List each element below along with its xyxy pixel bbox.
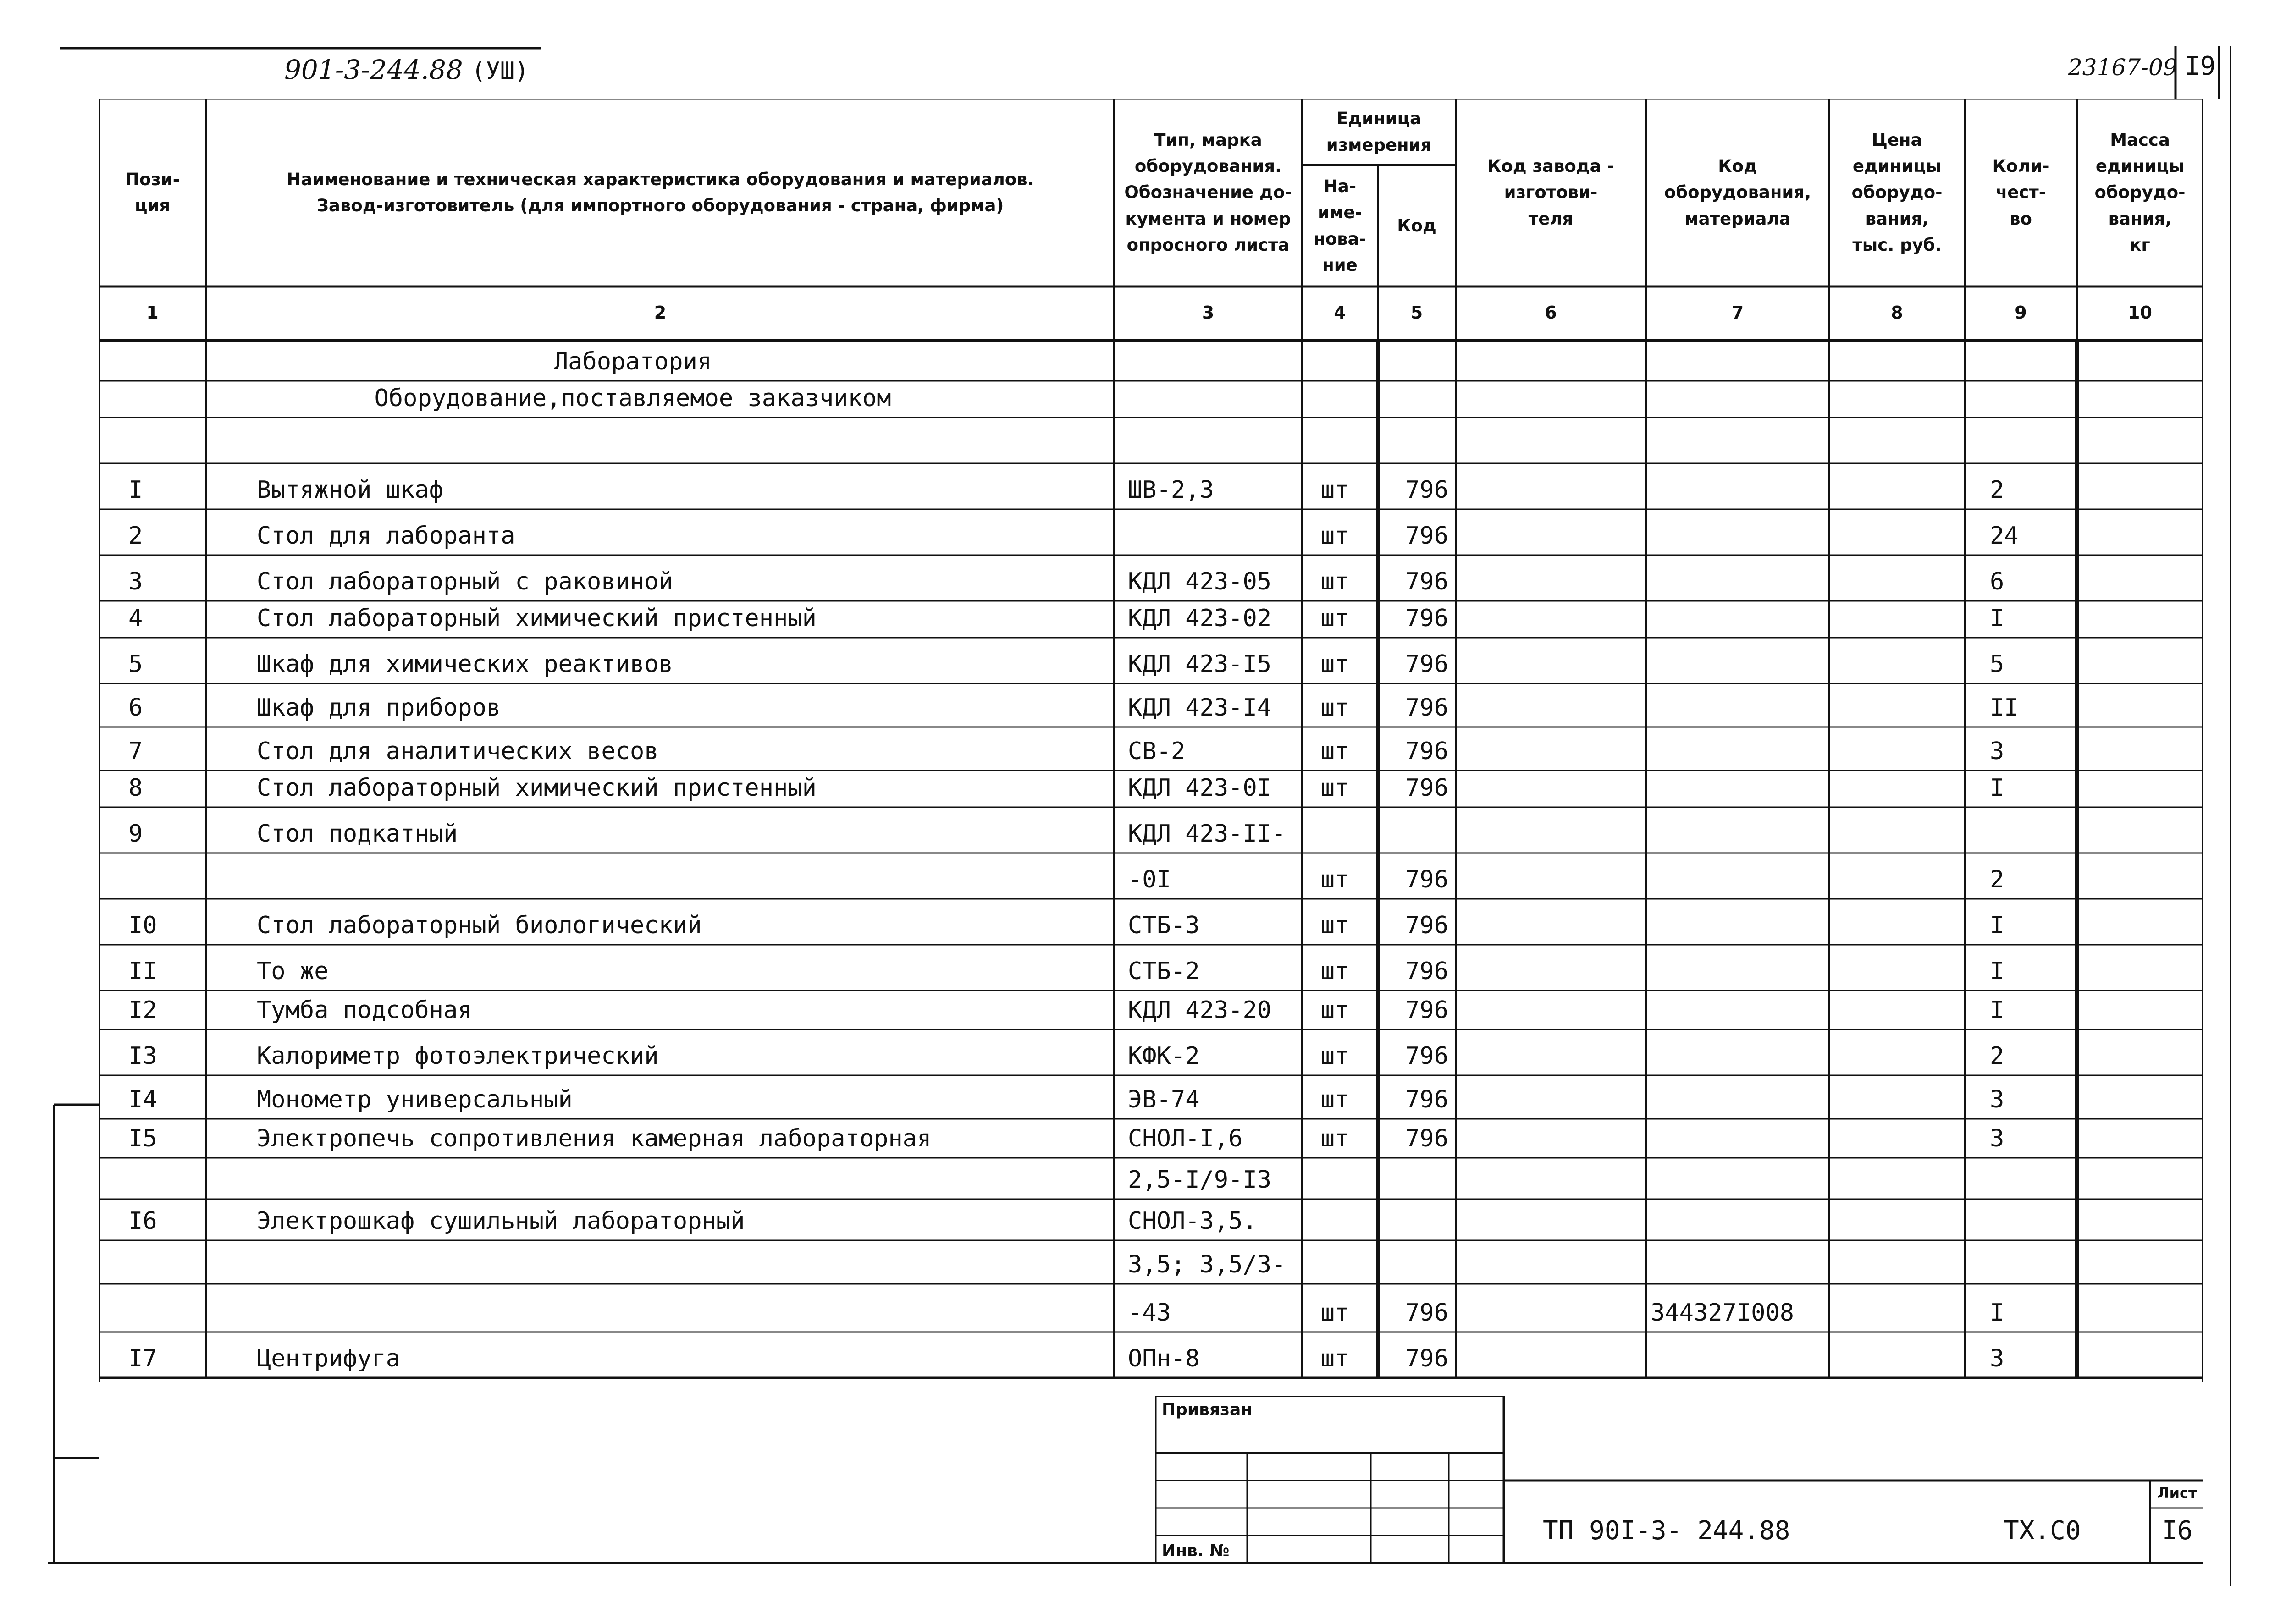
column-number: 3 — [1202, 303, 1215, 323]
cell-unit-code: 796 — [1405, 1086, 1448, 1113]
cell-unit-name: шт — [1320, 1345, 1349, 1372]
col-header-type: Тип, марка оборудования. Обозначение до- кумента и номер опросного листа — [1124, 130, 1292, 255]
cell-unit-name: шт — [1320, 866, 1349, 893]
cell-unit-name: шт — [1320, 1125, 1349, 1152]
cell-position: I3 — [128, 1042, 157, 1070]
cell-type: КФК-2 — [1128, 1042, 1200, 1070]
cell-unit-name: шт — [1320, 694, 1349, 721]
cell-type: СВ-2 — [1128, 738, 1186, 765]
cell-unit-code: 796 — [1405, 694, 1448, 721]
cell-quantity: 3 — [1990, 1086, 2004, 1113]
cell-type: ШВ-2,3 — [1128, 476, 1214, 504]
cell-quantity: 3 — [1990, 1125, 2004, 1152]
cell-name: Центрифуга — [257, 1345, 401, 1372]
cell-unit-name: шт — [1320, 650, 1349, 678]
cell-unit-name: шт — [1320, 912, 1349, 939]
inventory-number: 23167-09 — [2068, 54, 2178, 81]
cell-unit-code: 796 — [1405, 1042, 1448, 1070]
cell-type: 3,5; 3,5/3- — [1128, 1251, 1286, 1278]
cell-unit-code: 796 — [1405, 568, 1448, 595]
cell-unit-code: 796 — [1405, 958, 1448, 985]
title-block — [1155, 1396, 2203, 1563]
cell-name: Стол для лаборанта — [257, 522, 515, 550]
doc-suffix-text: (УШ) — [471, 57, 529, 85]
cell-position: 3 — [128, 568, 143, 595]
cell-name: Стол лабораторный химический пристенный — [257, 605, 817, 632]
column-number: 7 — [1731, 303, 1744, 323]
cell-unit-code: 796 — [1405, 605, 1448, 632]
cell-unit-name: шт — [1320, 958, 1349, 985]
cell-unit-code: 796 — [1405, 1125, 1448, 1152]
cell-name: Стол лабораторный биологический — [257, 912, 702, 939]
column-number: 9 — [2015, 303, 2027, 323]
cell-unit-code: 796 — [1405, 996, 1448, 1024]
cell-unit-name: шт — [1320, 774, 1349, 802]
cell-quantity: I — [1990, 958, 2004, 985]
inventory-label: Инв. № — [1162, 1541, 1230, 1560]
col-header-position: Пози- ция — [125, 169, 180, 215]
cell-position: I2 — [128, 996, 157, 1024]
col-header-unit-code: Код — [1397, 215, 1436, 236]
cell-position: II — [128, 958, 157, 985]
cell-unit-code: 796 — [1405, 912, 1448, 939]
cell-type: КДЛ 423-I4 — [1128, 694, 1272, 721]
cell-position: 5 — [128, 650, 143, 678]
cell-position: I4 — [128, 1086, 157, 1113]
cell-type: КДЛ 423-0I — [1128, 774, 1272, 802]
cell-position: I7 — [128, 1345, 157, 1372]
cell-quantity: 6 — [1990, 568, 2004, 595]
cell-name: Вытяжной шкаф — [257, 476, 443, 504]
project-designation: ТП 90I-3- 244.88 — [1543, 1516, 1790, 1546]
cell-name: Шкаф для химических реактивов — [257, 650, 673, 678]
cell-name: Стол для аналитических весов — [257, 738, 659, 765]
column-number: 5 — [1410, 303, 1423, 323]
cell-quantity: I — [1990, 774, 2004, 802]
cell-name: Калориметр фотоэлектрический — [257, 1042, 659, 1070]
column-number: 6 — [1545, 303, 1557, 323]
cell-quantity: 5 — [1990, 650, 2004, 678]
cell-unit-name: шт — [1320, 476, 1349, 504]
cell-unit-name: шт — [1320, 1086, 1349, 1113]
col-header-equipment-code: Код оборудования, материала — [1664, 156, 1811, 229]
sheet-page-number: I9 — [2185, 51, 2216, 81]
doc-code-text: 901-3-244.88 — [284, 54, 463, 85]
cell-type: ЭВ-74 — [1128, 1086, 1200, 1113]
cell-name: Электропечь сопротивления камерная лабораторная — [257, 1125, 932, 1152]
col-header-price: Цена единицы оборудо- вания, тыс. руб. — [1851, 130, 1943, 255]
cell-quantity: I — [1990, 605, 2004, 632]
cell-name: Стол лабораторный с раковиной — [257, 568, 673, 595]
cell-position: I0 — [128, 912, 157, 939]
cell-name: То же — [257, 958, 329, 985]
sheet-number: I6 — [2162, 1516, 2193, 1546]
cell-quantity: 2 — [1990, 1042, 2004, 1070]
cell-quantity: 2 — [1990, 476, 2004, 504]
col-header-unit-group: Единица измерения — [1326, 109, 1432, 155]
cell-position: I5 — [128, 1125, 157, 1152]
bound-label: Привязан — [1162, 1400, 1253, 1419]
cell-unit-name: шт — [1320, 522, 1349, 550]
cell-unit-code: 796 — [1405, 738, 1448, 765]
cell-position: 8 — [128, 774, 143, 802]
cell-position: 7 — [128, 738, 143, 765]
cell-unit-name: шт — [1320, 1299, 1349, 1327]
col-header-unit-name: На- име- нова- ние — [1314, 176, 1366, 275]
set-code: ТХ.С0 — [2004, 1516, 2081, 1546]
cell-name: Тумба подсобная — [257, 996, 472, 1024]
specification-table — [99, 99, 2203, 1382]
cell-type: КДЛ 423-I5 — [1128, 650, 1272, 678]
col-header-name: Наименование и техническая характеристика оборудования и материалов. Завод-изготовитель (для импортного оборудования - страна, фирма) — [287, 169, 1034, 215]
cell-position: 6 — [128, 694, 143, 721]
cell-unit-code: 796 — [1405, 650, 1448, 678]
cell-name: Стол подкатный — [257, 820, 458, 848]
cell-unit-name: шт — [1320, 1042, 1349, 1070]
cell-unit-code: 796 — [1405, 1345, 1448, 1372]
cell-quantity: I — [1990, 1299, 2004, 1327]
column-number: 2 — [654, 303, 667, 323]
cell-quantity: 2 — [1990, 866, 2004, 893]
cell-quantity: 3 — [1990, 738, 2004, 765]
cell-quantity: 24 — [1990, 522, 2019, 550]
cell-type: -43 — [1128, 1299, 1171, 1327]
cell-unit-name: шт — [1320, 568, 1349, 595]
cell-type: 2,5-I/9-I3 — [1128, 1166, 1272, 1194]
cell-position: I — [128, 476, 143, 504]
cell-type: СТБ-3 — [1128, 912, 1200, 939]
col-header-quantity: Коли- чест- во — [1992, 156, 2049, 229]
cell-unit-name: шт — [1320, 738, 1349, 765]
cell-unit-code: 796 — [1405, 522, 1448, 550]
cell-type: КДЛ 423-II- — [1128, 820, 1286, 848]
sheet-label: Лист — [2157, 1484, 2197, 1502]
cell-unit-code: 796 — [1405, 1299, 1448, 1327]
cell-name: Электрошкаф сушильный лабораторный — [257, 1207, 745, 1235]
cell-type: КДЛ 423-20 — [1128, 996, 1272, 1024]
cell-unit-code: 796 — [1405, 866, 1448, 893]
cell-type: СТБ-2 — [1128, 958, 1200, 985]
column-number: 4 — [1334, 303, 1346, 323]
cell-type: СНОЛ-I,6 — [1128, 1125, 1243, 1152]
cell-equipment-code: 344327I008 — [1651, 1299, 1795, 1327]
column-number: 1 — [146, 303, 159, 323]
cell-quantity: II — [1990, 694, 2019, 721]
cell-quantity: 3 — [1990, 1345, 2004, 1372]
cell-type: ОПн-8 — [1128, 1345, 1200, 1372]
cell-quantity: I — [1990, 912, 2004, 939]
cell-position: I6 — [128, 1207, 157, 1235]
col-header-mass: Масса единицы оборудо- вания, кг — [2094, 130, 2186, 255]
cell-position: 4 — [128, 605, 143, 632]
cell-unit-code: 796 — [1405, 476, 1448, 504]
col-header-plant-code: Код завода - изготови- теля — [1487, 156, 1614, 229]
cell-position: 9 — [128, 820, 143, 848]
column-number: 8 — [1891, 303, 1903, 323]
cell-type: КДЛ 423-05 — [1128, 568, 1272, 595]
cell-type: КДЛ 423-02 — [1128, 605, 1272, 632]
cell-name: Шкаф для приборов — [257, 694, 501, 721]
section-title: Оборудование,поставляемое заказчиком — [374, 385, 891, 412]
cell-position: 2 — [128, 522, 143, 550]
cell-unit-name: шт — [1320, 605, 1349, 632]
cell-name: Стол лабораторный химический пристенный — [257, 774, 817, 802]
cell-quantity: I — [1990, 996, 2004, 1024]
cell-name: Монометр универсальный — [257, 1086, 573, 1113]
cell-unit-name: шт — [1320, 996, 1349, 1024]
cell-unit-code: 796 — [1405, 774, 1448, 802]
cell-type: СНОЛ-3,5. — [1128, 1207, 1257, 1235]
section-title: Лаборатория — [553, 348, 712, 375]
column-number: 10 — [2128, 303, 2152, 323]
cell-type: -0I — [1128, 866, 1171, 893]
